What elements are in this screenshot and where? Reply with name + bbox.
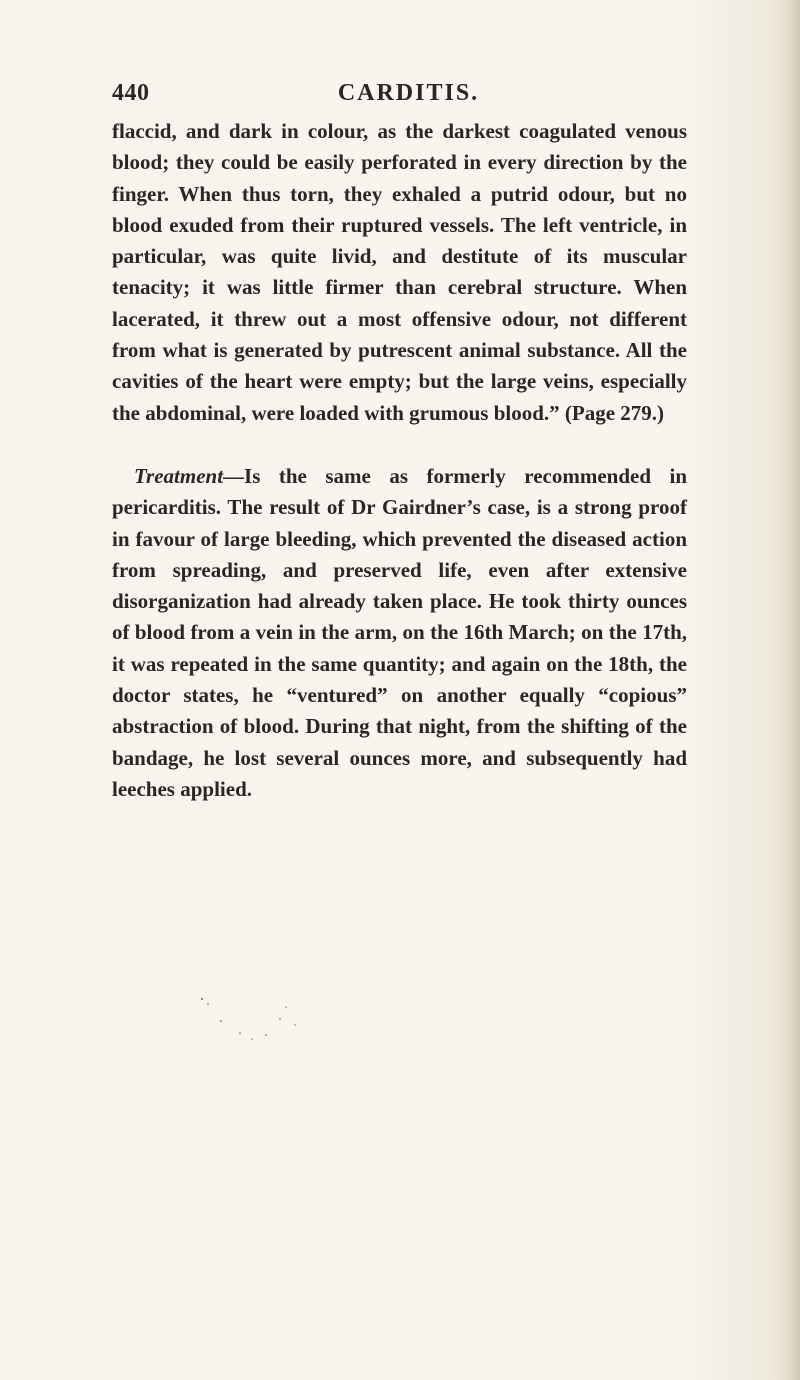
page-edge-shadow: [786, 0, 800, 1380]
paragraph-1: flaccid, and dark in colour, as the darkest coagulated venous blood; they could be easily perforated in every direction by the finger. When thus torn, they exhaled a putrid odour, but no blood exuded from their ruptured vessels. The left ventricle, in particular, was quite livid, and destitute of its muscular tenacity; it was little firmer than cerebral structure. When lacerated, it threw out a most offensive odour, not different from what is generated by putrescent animal substance. All the cavities of the heart were empty; but the large veins, especially the abdominal, were loaded with grumous blood.” (Page 279.): [112, 119, 687, 425]
paragraph-2: [112, 461, 687, 805]
body-text: [112, 116, 687, 805]
running-title: CARDITIS.: [337, 80, 480, 106]
paper-specks: [200, 995, 310, 1045]
paragraph-2-lead: Treatment: [134, 463, 224, 488]
paragraph-2-text: —Is the same as formerly recommended in pericarditis. The result of Dr Gairdner’s case, is a strong proof in favour of large bleeding, which prevented the diseased action from spreading, and preserved life, even after extensive disorganization had already taken place. He took thirty ounces of blood from a vein in the arm, on the 16th March; on the 17th, it was repeated in the same quantity; and again on the 18th, the doctor states, he “ventured” on another equally “copious” abstraction of blood. During that night, from the shifting of the bandage, he lost several ounces more, and subsequently had leeches applied.: [112, 463, 687, 801]
running-head: [112, 80, 685, 114]
page-number: 440: [112, 80, 150, 106]
